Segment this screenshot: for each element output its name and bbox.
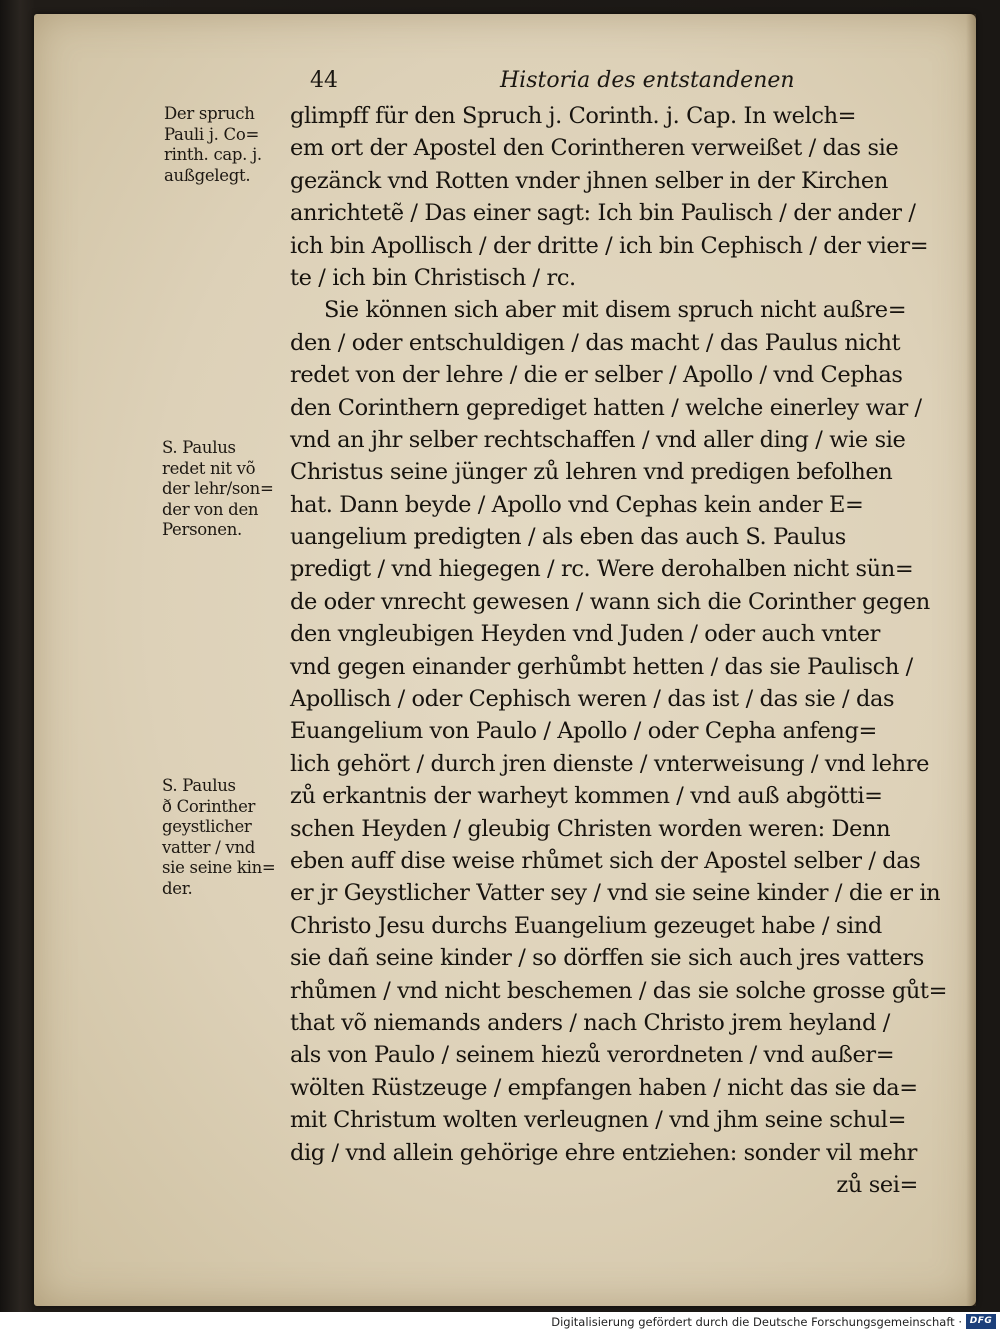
text-line: wölten Rüstzeuge / empfangen haben / nicht das sie da= (290, 1074, 918, 1101)
text-line: uangelium predigten / als eben das auch S. Paulus (290, 524, 846, 551)
footer-bar (0, 1312, 1000, 1332)
text-line: em ort der Apostel den Corintheren verweißet / das sie (290, 135, 899, 162)
text-line: de oder vnrecht gewesen / wann sich die Corinther gegen (290, 588, 930, 615)
text-line: glimpff für den Spruch j. Corinth. j. Cap. In welch= (290, 103, 857, 129)
marginal-note-line: S. Paulus (162, 438, 236, 457)
text-line: schen Heyden / gleubig Christen worden weren: Denn (290, 815, 891, 842)
dfg-logo: DFG (966, 1314, 996, 1329)
text-line: dig / vnd allein gehörige ehre entziehen: sonder vil mehr (290, 1139, 918, 1166)
text-line: anrichtetẽ / Das einer sagt: Ich bin Paulisch / der ander / (290, 200, 916, 227)
marginal-note-line: ð Corinther (162, 796, 256, 816)
text-line: den / oder entschuldigen / das macht / das Paulus nicht (290, 329, 901, 356)
text-line: Sie können sich aber mit disem spruch nicht außre= (324, 297, 907, 324)
body-text (290, 100, 948, 1201)
marginal-note-line: der. (162, 878, 193, 898)
marginal-note-line: sie seine kin= (162, 858, 276, 877)
text-line: eben auff dise weise rhůmet sich der Apostel selber / das (290, 847, 921, 874)
text-line: den Corinthern geprediget hatten / welche einerley war / (290, 394, 922, 421)
text-line: den vngleubigen Heyden vnd Juden / oder auch vnter (290, 621, 880, 648)
marginal-note-line: der lehr/son= (162, 479, 274, 498)
text-line: mit Christum wolten verleugnen / vnd jhm seine schul= (290, 1107, 907, 1134)
text-line: Christus seine jünger zů lehren vnd predigen befolhen (290, 459, 893, 486)
marginal-note-line: vatter / vnd (162, 837, 256, 857)
marginal-note-line: geystlicher (162, 817, 252, 836)
text-line: zů erkantnis der warheyt kommen / vnd auß abgötti= (290, 783, 883, 810)
text-line: gezänck vnd Rotten vnder jhnen selber in der Kirchen (290, 167, 888, 194)
text-line: vnd gegen einander gerhůmbt hetten / das sie Paulisch / (290, 653, 913, 680)
page-edge-shadow (966, 14, 976, 1306)
text-line: rhůmen / vnd nicht beschemen / das sie solche grosse gůt= (290, 977, 948, 1004)
catchword: zů sei= (836, 1171, 918, 1198)
running-title: Historia des entstandenen (500, 68, 795, 93)
marginal-note-line: Der spruch (164, 104, 255, 123)
funding-credit: Digitalisierung gefördert durch die Deutsche Forschungsgemeinschaft · (551, 1315, 962, 1329)
text-line: te / ich bin Christisch / rc. (290, 264, 576, 291)
text-line: ich bin Apollisch / der dritte / ich bin Cephisch / der vier= (290, 232, 929, 259)
marginal-note-line: Pauli j. Co= (164, 124, 260, 144)
page-number: 44 (310, 68, 338, 93)
marginal-note-line: redet nit võ (162, 458, 256, 478)
text-line: predigt / vnd hiegegen / rc. Were derohalben nicht sün= (290, 556, 914, 583)
marginal-note-line: rinth. cap. j. (164, 145, 262, 164)
text-line: redet von der lehre / die er selber / Apollo / vnd Cephas (290, 362, 903, 389)
text-line: Apollisch / oder Cephisch weren / das ist / das sie / das (290, 686, 895, 713)
text-line: sie dañ seine kinder / so dörffen sie sich auch jres vatters (290, 945, 924, 972)
text-line: als von Paulo / seinem hiezů verordneten / vnd außer= (290, 1042, 895, 1069)
marginal-note (164, 104, 282, 186)
marginal-note-line: der von den (162, 499, 259, 519)
text-line: hat. Dann beyde / Apollo vnd Cephas kein ander E= (290, 491, 864, 518)
marginal-note (162, 776, 290, 899)
marginal-note-line: Personen. (162, 520, 242, 539)
page-header (286, 64, 795, 96)
text-line: Euangelium von Paulo / Apollo / oder Cepha anfeng= (290, 718, 877, 745)
text-line: vnd an jhr selber rechtschaffen / vnd aller ding / wie sie (290, 426, 906, 453)
text-line: er jr Geystlicher Vatter sey / vnd sie seine kinder / die er in (290, 880, 941, 907)
text-line: Christo Jesu durchs Euangelium gezeuget habe / sind (290, 912, 882, 939)
text-line: that võ niemands anders / nach Christo jrem heyland / (290, 1009, 890, 1036)
marginal-note-line: S. Paulus (162, 776, 236, 795)
marginal-note (162, 438, 290, 541)
marginal-note-line: außgelegt. (164, 165, 251, 185)
text-line: lich gehört / durch jren dienste / vnterweisung / vnd lehre (290, 750, 929, 777)
